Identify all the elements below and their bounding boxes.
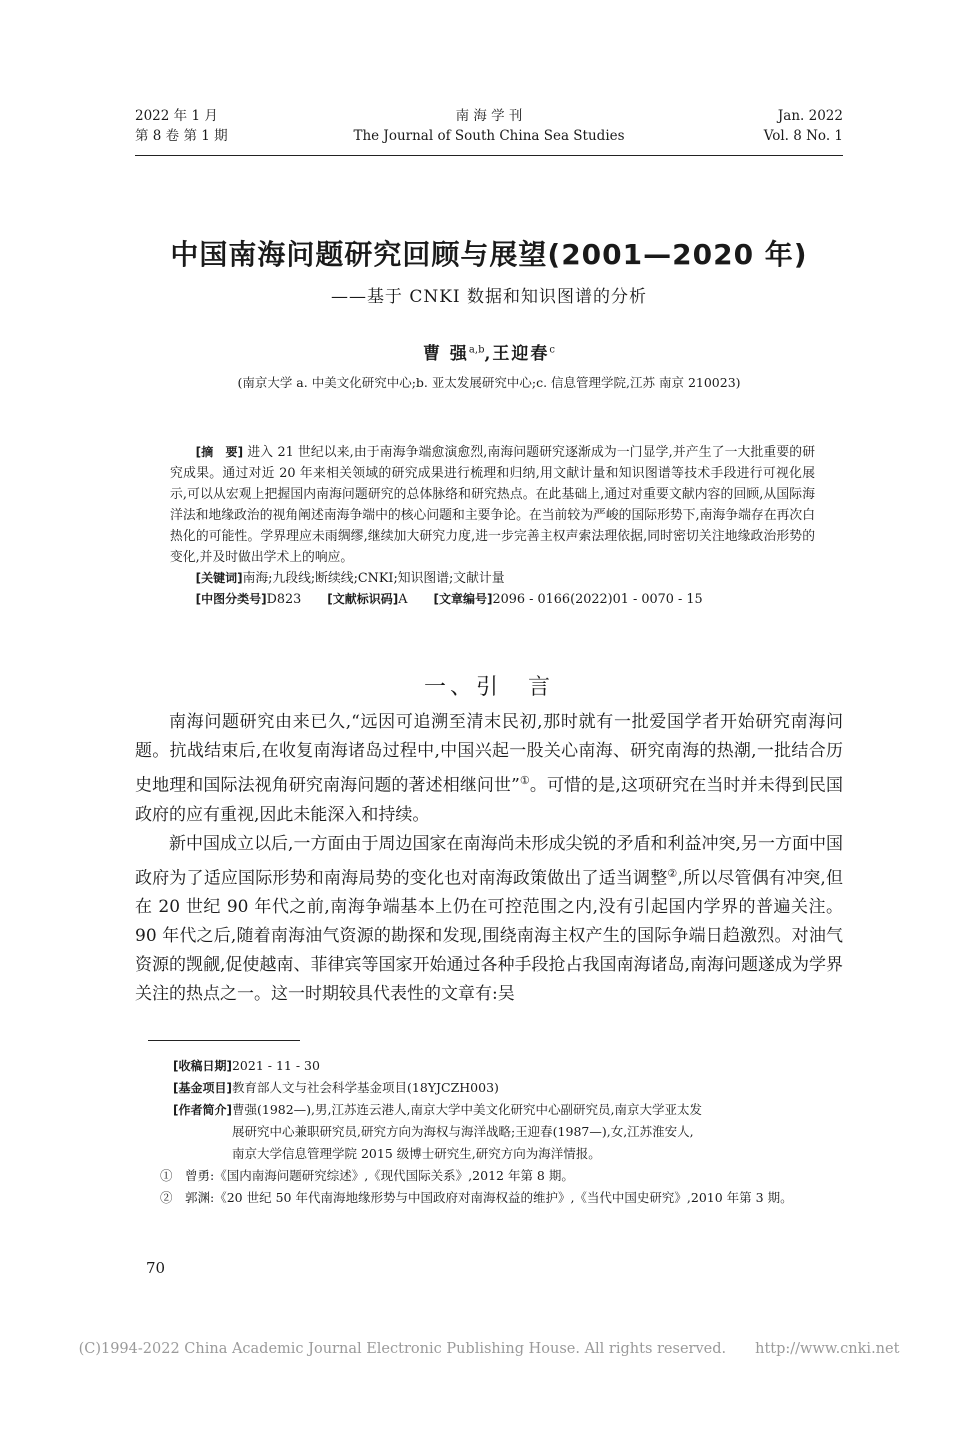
keywords-text: 南海;九段线;断续线;CNKI;知识图谱;文献计量 [242, 571, 505, 586]
body-paragraph-1-end: 。可惜的是,这项研究在当时并未得到民国政府的应有重视,因此未能深入和持续。 [135, 775, 843, 825]
abstract-block [170, 442, 815, 610]
bio-line-3: 南京大学信息管理学院 2015 级博士研究生,研究方向为海洋情报。 [231, 1146, 601, 1161]
footnote-1: ① 曾勇:《国内南海问题研究综述》,《现代国际关系》,2012 年第 8 期。 [160, 1168, 574, 1183]
header-volume-cn: 第 8 卷 第 1 期 [135, 128, 228, 144]
author-2-affil-mark: c [549, 344, 555, 356]
section-heading-introduction: 一、引 言 [423, 675, 554, 700]
abstract-label: [摘 要] [195, 445, 244, 459]
header-date-en: Jan. 2022 [777, 108, 843, 124]
author-1: 曹 强 [423, 344, 469, 364]
received-value: 2021 - 11 - 30 [231, 1058, 320, 1073]
author-line [0, 339, 978, 364]
body-text [135, 708, 843, 1009]
footnote-ref-2[interactable]: ② [667, 866, 678, 880]
abstract-text: 进入 21 世纪以来,由于南海争端愈演愈烈,南海问题研究逐渐成为一门显学,并产生了一大批重要的研究成果。通过对近 20 年来相关领域的研究成果进行梳理和归纳,用文献计量和知识图谱等技术手段进行可视化展示,可以从宏观上把握国内南海问题研究的总体脉络和研究热点。在此基础上,通过对重要文献内容的回顾,从国际海洋法和地缘政治的视角阐述南海争端中的核心问题和主要争论。在当前较为严峻的国际形势下,南海争端存在再次白热化的可能性。学界理应未雨绸缪,继续加大研究力度,进一步完善主权声索法理依据,同时密切关注地缘政治形势的变化,并及时做出学术上的响应。 [170, 445, 815, 565]
author-bio [135, 1099, 843, 1165]
header-volume-en: Vol. 8 No. 1 [763, 128, 843, 144]
header-right [764, 106, 843, 146]
fund-info [135, 1077, 843, 1099]
doc-code-label: [文献标识码] [327, 592, 399, 606]
bio-label: [作者简介] [173, 1103, 232, 1117]
classification-codes [170, 589, 815, 610]
paper-title: 中国南海问题研究回顾与展望(2001—2020 年) [170, 238, 808, 271]
journal-name-cn: 南 海 学 刊 [455, 108, 523, 124]
paper-subtitle: ——基于 CNKI 数据和知识图谱的分析 [330, 287, 648, 307]
affiliation: (南京大学 a. 中美文化研究中心;b. 亚太发展研究中心;c. 信息管理学院,江苏 南京 210023) [237, 375, 741, 390]
article-number-value: 2096 - 0166(2022)01 - 0070 - 15 [492, 592, 703, 607]
header-date-cn: 2022 年 1 月 [135, 108, 218, 124]
keywords [170, 568, 815, 589]
body-paragraph-1 [135, 708, 843, 830]
bio-text [232, 1099, 843, 1165]
fund-label: [基金项目] [173, 1081, 232, 1095]
abstract [170, 442, 815, 568]
received-date [135, 1055, 843, 1077]
page-number: 70 [146, 1259, 166, 1277]
article-number-label: [文章编号] [433, 592, 493, 606]
body-paragraph-2-end: ,所以尽管偶有冲突,但在 20 世纪 90 年代之前,南海争端基本上仍在可控范围之内,没有引起国内学界的普遍关注。90 年代之后,随着南海油气资源的勘探和发现,围绕南海主权产生的国际争端日趋激烈。对油气资源的觊觎,促使越南、菲律宾等国家开始通过各种手段抢占我国南海诸岛,南海问题遂成为学界关注的热点之一。这一时期较具代表性的文章有:吴 [135, 868, 844, 1005]
fund-value: 教育部人文与社会科学基金项目(18YJCZH003) [231, 1080, 499, 1095]
journal-name-en: The Journal of South China Sea Studies [353, 128, 625, 144]
body-paragraph-1-text: 南海问题研究由来已久,“远因可追溯至清末民初,那时就有一批爱国学者开始研究南海问题。抗战结束后,在收复南海诸岛过程中,中国兴起一股关心南海、研究南海的热潮,一批结合历史地理和国际法视角研究南海问题的著述相继问世” [135, 712, 843, 796]
clc-value: D823 [266, 592, 302, 607]
author-1-affil-mark: a,b [468, 344, 485, 356]
author-separator: , [484, 344, 493, 364]
clc-label: [中图分类号] [195, 592, 267, 606]
copyright-notice: (C)1994-2022 China Academic Journal Electronic Publishing House. All rights reserved. http://www.cnki.net [78, 1341, 900, 1357]
footnotes [135, 1055, 843, 1209]
bio-line-2: 展研究中心兼职研究员,研究方向为海权与海洋战略;王迎春(1987—),女,江苏淮安人, [231, 1124, 694, 1139]
received-label: [收稿日期] [173, 1059, 232, 1073]
author-2: 王迎春 [492, 344, 550, 364]
footnote-ref-1[interactable]: ① [519, 774, 530, 787]
footnote-rule [148, 1040, 300, 1041]
body-paragraph-2-text: 新中国成立以后,一方面由于周边国家在南海尚未形成尖锐的矛盾和利益冲突,另一方面中国政府为了适应国际形势和南海局势的变化也对南海政策做出了适当调整 [135, 833, 843, 889]
header-rule [135, 155, 843, 156]
keywords-label: [关键词] [195, 571, 243, 585]
doc-code-value: A [398, 592, 408, 607]
footnote-2: ② 郭渊:《20 世纪 50 年代南海地缘形势与中国政府对南海权益的维护》,《当代中国史研究》,2010 年第 3 期。 [160, 1190, 793, 1205]
body-paragraph-2 [135, 830, 843, 1010]
bio-line-1: 曹强(1982—),男,江苏连云港人,南京大学中美文化研究中心副研究员,南京大学亚太发 [231, 1102, 702, 1117]
